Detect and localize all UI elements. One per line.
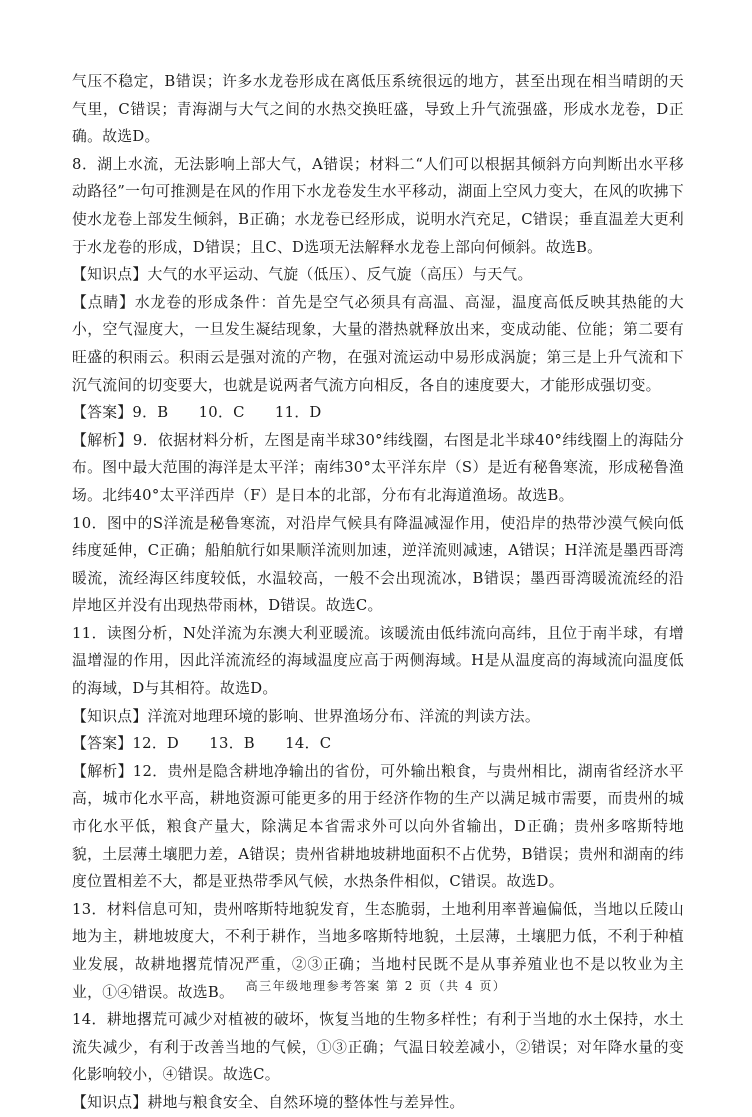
paragraph-q7-continued: 气压不稳定，B错误；许多水龙卷形成在离低压系统很远的地方，甚至出现在相当晴朗的天气里，C错误；青海湖与大气之间的水热交换旺盛，导致上升气流强盛，形成水龙卷，D正确。故选D。 (72, 73, 684, 146)
paragraph-answer-9-11: 【答案】9．B 10．C 11．D (72, 404, 322, 422)
page-footer: 高三年级地理参考答案 第 2 页（共 4 页） (245, 979, 507, 993)
paragraph-q10-analysis: 10．图中的S洋流是秘鲁寒流，对沿岸气候具有降温减湿作用，使沿岸的热带沙漠气候向低纬度延伸，C正确；船舶航行如果顺洋流则加速，逆洋流则减速，A错误；H洋流是墨西哥湾暖流，流经海区纬度较低，水温较高，一般不会出现流冰，B错误；墨西哥湾暖流流经的沿岸地区并没有出现热带雨林，D错误。故选C。 (72, 514, 684, 615)
paragraph-q8-analysis: 8．湖上水流，无法影响上部大气，A错误；材料二“人们可以根据其倾斜方向判断出水平移动路径”一句可推测是在风的作用下水龙卷发生水平移动，湖面上空风力变大，在风的吹拂下使水龙卷上部发生倾斜，B正确；水龙卷已经形成，说明水汽充足，C错误；垂直温差大更利于水龙卷的形成，D错误；且C、D选项无法解释水龙卷上部向何倾斜。故选B。 (72, 155, 684, 256)
paragraph-q9-analysis: 【解析】9．依据材料分析，左图是南半球30°纬线圈，右图是北半球40°纬线圈上的海陆分布。图中最大范围的海洋是太平洋；南纬30°太平洋东岸（S）是近有秘鲁寒流，形成秘鲁渔场。北纬40°太平洋西岸（F）是日本的北部，分布有北海道渔场。故选B。 (72, 431, 684, 504)
answer-document (72, 68, 684, 1117)
paragraph-q13-analysis: 13．材料信息可知，贵州喀斯特地貌发育，生态脆弱，土地利用率普遍偏低，当地以丘陵山地为主，耕地坡度大，不利于耕作，当地多喀斯特地貌，土层薄，土壤肥力低，不利于种植业发展，故耕地撂荒情况严重，②③正确；当地村民既不是从事养殖业也不是以牧业为主业，①④错误。故选B。 (72, 900, 684, 1001)
paragraph-knowledge-point-3: 【知识点】耕地与粮食安全、自然环境的整体性与差异性。 (72, 1093, 465, 1111)
paragraph-answer-12-14: 【答案】12．D 13．B 14．C (72, 735, 332, 753)
paragraph-knowledge-point-2: 【知识点】洋流对地理环境的影响、世界渔场分布、洋流的判读方法。 (72, 707, 541, 725)
paragraph-knowledge-point-1: 【知识点】大气的水平运动、气旋（低压）、反气旋（高压）与天气。 (72, 266, 533, 284)
paragraph-q14-analysis: 14．耕地撂荒可减少对植被的破坏，恢复当地的生物多样性；有利于当地的水土保持，水土流失减少，有利于改善当地的气候，①③正确；气温日较差减小，②错误；对年降水量的变化影响较小，④错误。故选C。 (72, 1011, 684, 1084)
paragraph-tips: 【点睛】水龙卷的形成条件：首先是空气必须具有高温、高湿，温度高低反映其热能的大小，空气湿度大，一旦发生凝结现象，大量的潜热就释放出来，变成动能、位能；第二要有旺盛的积雨云。积雨云是强对流的产物，在强对流运动中易形成涡旋；第三是上升气流和下沉气流间的切变要大，也就是说两者气流方向相反，各自的速度要大，才能形成强切变。 (72, 293, 684, 394)
paragraph-q11-analysis: 11．读图分析，N处洋流为东澳大利亚暖流。该暖流由低纬流向高纬，且位于南半球，有增温增湿的作用，因此洋流流经的海域温度应高于两侧海域。H是从温度高的海域流向温度低的海域，D与其相符。故选D。 (72, 624, 684, 698)
paragraph-q12-analysis: 【解析】12．贵州是隐含耕地净输出的省份，可外输出粮食，与贵州相比，湖南省经济水平高，城市化水平高，耕地资源可能更多的用于经济作物的生产以满足城市需要，而贵州的城市化水平低，粮食产量大，除满足本省需求外可以向外省输出，D正确；贵州多喀斯特地貌，土层薄土壤肥力差，A错误；贵州省耕地坡耕地面积不占优势，B错误；贵州和湖南的纬度位置相差不大，都是亚热带季风气候，水热条件相似，C错误。故选D。 (72, 762, 684, 891)
